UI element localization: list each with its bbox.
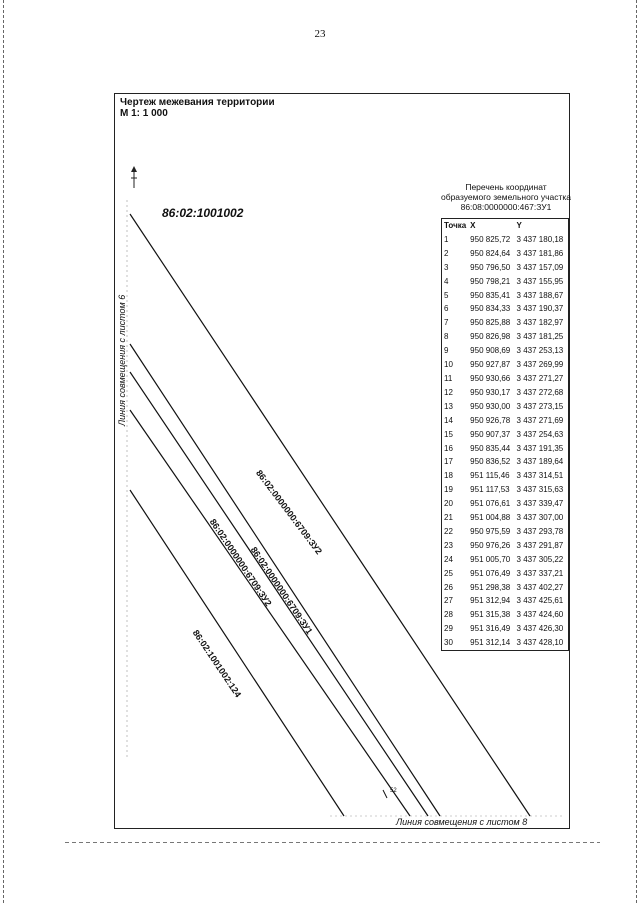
table-row	[442, 553, 569, 567]
cell-x: 951 004,88	[470, 513, 511, 523]
table-row	[442, 233, 569, 247]
cell-x: 950 835,41	[470, 290, 511, 300]
cell-x: 950 825,72	[470, 234, 511, 244]
cell-x: 950 976,26	[470, 540, 511, 550]
cell-y: 3 437 271,27	[516, 373, 564, 383]
parcel-label-zu2-lower: 86:02:0000000:6709:ЗУ2	[207, 517, 274, 608]
cell-y: 3 437 254,63	[516, 429, 564, 439]
table-row	[442, 428, 569, 442]
table-row	[442, 511, 569, 525]
cell-y: 3 437 307,00	[516, 513, 564, 523]
cell-x: 951 312,14	[470, 638, 511, 648]
drawing-scale: М 1: 1 000	[120, 108, 168, 119]
cell-y: 3 437 273,15	[516, 401, 564, 411]
cell-x: 950 930,17	[470, 387, 511, 397]
cell-x: 951 298,38	[470, 582, 511, 592]
cell-x: 951 076,61	[470, 499, 511, 509]
table-row	[442, 344, 569, 358]
cell-x: 950 824,64	[470, 248, 511, 258]
cell-point: 29	[444, 624, 453, 634]
coord-caption-line3: 86:08:0000000:467:ЗУ1	[460, 202, 552, 212]
cell-point: 28	[444, 610, 453, 620]
table-row	[442, 289, 569, 303]
cell-point: 20	[444, 499, 453, 509]
table-row	[442, 261, 569, 275]
cell-y: 3 437 337,21	[516, 568, 564, 578]
parcel-label-zu2-upper: 86:02:0000000:6709:ЗУ2	[254, 468, 324, 557]
cell-point: 11	[444, 373, 453, 383]
cell-y: 3 437 253,13	[516, 346, 564, 356]
cell-y: 3 437 402,27	[516, 582, 564, 592]
cell-x: 950 907,37	[470, 429, 511, 439]
cell-x: 950 798,21	[470, 276, 511, 286]
table-row	[442, 247, 569, 261]
sheet-mark: 52	[390, 788, 397, 794]
coord-table-body	[442, 233, 569, 651]
cell-x: 950 835,44	[470, 443, 511, 453]
cell-point: 12	[444, 387, 453, 397]
cell-point: 19	[444, 485, 453, 495]
cell-y: 3 437 189,64	[516, 457, 564, 467]
cell-x: 951 076,49	[470, 568, 511, 578]
cell-y: 3 437 190,37	[516, 304, 564, 314]
cell-x: 951 312,94	[470, 596, 511, 606]
coord-table-header	[442, 219, 569, 233]
cell-y: 3 437 155,95	[516, 276, 564, 286]
cell-y: 3 437 181,25	[516, 332, 564, 342]
table-row	[442, 525, 569, 539]
table-row	[442, 469, 569, 483]
cell-point: 26	[444, 582, 453, 592]
cell-x: 951 316,49	[470, 624, 511, 634]
cell-y: 3 437 425,61	[516, 596, 564, 606]
cell-y: 3 437 428,10	[516, 638, 564, 648]
table-row	[442, 316, 569, 330]
cell-point: 27	[444, 596, 453, 606]
cell-x: 950 927,87	[470, 360, 511, 370]
cell-point: 24	[444, 554, 453, 564]
table-row	[442, 372, 569, 386]
cell-point: 30	[444, 638, 453, 648]
cell-y: 3 437 426,30	[516, 624, 564, 634]
table-row	[442, 636, 569, 650]
table-row	[442, 386, 569, 400]
cell-x: 951 115,46	[470, 471, 510, 481]
table-row	[442, 581, 569, 595]
table-row	[442, 594, 569, 608]
cell-point: 8	[444, 332, 449, 342]
north-arrow-icon	[131, 166, 137, 188]
cell-point: 16	[444, 443, 453, 453]
cell-y: 3 437 182,97	[516, 318, 564, 328]
cell-x: 950 796,50	[470, 262, 511, 272]
cell-y: 3 437 157,09	[516, 262, 564, 272]
header-x: X	[470, 221, 476, 230]
table-row	[442, 275, 569, 289]
table-row	[442, 442, 569, 456]
coord-caption-line2: образуемого земельного участка	[440, 192, 572, 202]
bottom-scan-rule	[65, 842, 600, 843]
cell-y: 3 437 180,18	[516, 234, 564, 244]
header-y: Y	[516, 221, 522, 230]
cell-y: 3 437 291,87	[516, 540, 564, 550]
table-row	[442, 330, 569, 344]
cell-x: 950 908,69	[470, 346, 511, 356]
cell-point: 21	[444, 513, 453, 523]
cell-point: 17	[444, 457, 453, 467]
cell-point: 14	[444, 415, 453, 425]
cell-point: 6	[444, 304, 449, 314]
mark-tick	[383, 790, 387, 798]
table-row	[442, 497, 569, 511]
header-point: Точка	[444, 221, 467, 230]
cell-point: 7	[444, 318, 449, 328]
cell-point: 22	[444, 526, 453, 536]
table-row	[442, 400, 569, 414]
drawing-title-line1: Чертеж межевания территории	[120, 97, 275, 108]
coord-table	[441, 218, 569, 651]
cell-x: 950 926,78	[470, 415, 511, 425]
cell-y: 3 437 314,51	[516, 471, 564, 481]
cell-y: 3 437 272,68	[516, 387, 564, 397]
cell-y: 3 437 315,63	[516, 485, 564, 495]
cell-point: 10	[444, 360, 453, 370]
table-row	[442, 567, 569, 581]
cell-x: 951 005,70	[470, 554, 511, 564]
cell-y: 3 437 191,35	[516, 443, 564, 453]
cell-point: 23	[444, 540, 453, 550]
page-number: 23	[314, 28, 326, 40]
cell-x: 950 930,00	[470, 401, 511, 411]
cell-y: 3 437 293,78	[516, 526, 564, 536]
coord-caption-line1: Перечень координат	[465, 182, 547, 192]
cadastral-quarter-label: 86:02:1001002	[162, 206, 244, 220]
cell-point: 9	[444, 346, 449, 356]
alignment-label-bottom: Линия совмещения с листом 8	[396, 817, 528, 827]
boundary-line-4	[130, 410, 410, 816]
cell-point: 25	[444, 568, 453, 578]
table-row	[442, 302, 569, 316]
cell-y: 3 437 339,47	[516, 499, 564, 509]
cell-point: 1	[444, 234, 449, 244]
cell-point: 4	[444, 276, 449, 286]
alignment-label-left: Линия совмещения с листом 6	[117, 294, 127, 426]
table-row	[442, 608, 569, 622]
cell-x: 950 825,88	[470, 318, 511, 328]
cell-point: 15	[444, 429, 453, 439]
parcel-label-124: 86:02:1001002:124	[190, 628, 244, 700]
cell-x: 950 836,52	[470, 457, 511, 467]
boundary-line-2	[130, 344, 440, 816]
cell-point: 3	[444, 262, 449, 272]
cell-x: 950 975,59	[470, 526, 511, 536]
cell-x: 950 930,66	[470, 373, 511, 383]
cell-y: 3 437 305,22	[516, 554, 564, 564]
table-row	[442, 358, 569, 372]
table-row	[442, 539, 569, 553]
cell-y: 3 437 271,69	[516, 415, 564, 425]
cell-point: 5	[444, 290, 449, 300]
cell-y: 3 437 188,67	[516, 290, 564, 300]
cell-y: 3 437 269,99	[516, 360, 564, 370]
cell-x: 951 117,53	[470, 485, 510, 495]
cell-point: 18	[444, 471, 453, 481]
cell-x: 951 315,38	[470, 610, 511, 620]
cell-x: 950 834,33	[470, 304, 511, 314]
parcel-label-zu1: 86:02:0000000:6709:ЗУ1	[248, 545, 315, 636]
table-row	[442, 414, 569, 428]
table-row	[442, 483, 569, 497]
table-row	[442, 622, 569, 636]
cell-point: 2	[444, 248, 449, 258]
cell-point: 13	[444, 401, 453, 411]
table-row	[442, 455, 569, 469]
coord-table-caption	[440, 182, 572, 212]
cell-x: 950 826,98	[470, 332, 511, 342]
cell-y: 3 437 424,60	[516, 610, 564, 620]
cell-y: 3 437 181,86	[516, 248, 564, 258]
